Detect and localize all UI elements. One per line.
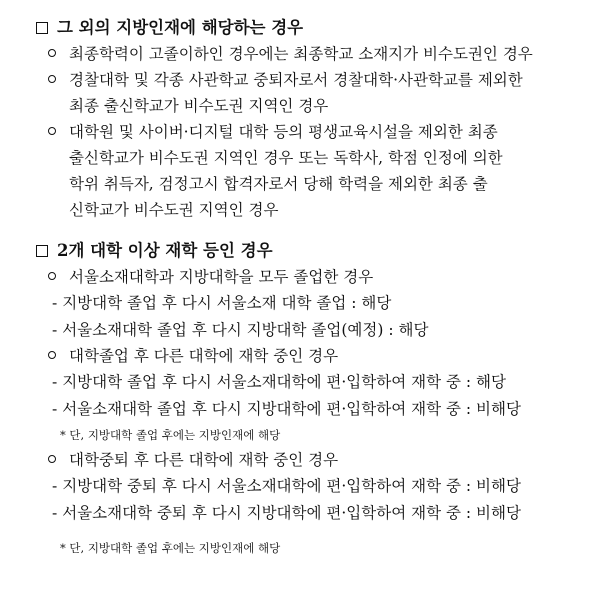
dash-marker: - (52, 294, 58, 312)
hollow-circle-bullet-icon (48, 351, 56, 359)
dash-marker: - (52, 400, 58, 418)
row-text: 지방대학 중퇴 후 다시 서울소재대학에 편·입학하여 재학 중 : 비해당 (62, 477, 521, 495)
row-text: 서울소재대학 졸업 후 다시 지방대학 졸업(예정) : 해당 (62, 321, 429, 339)
dash-marker: - (52, 373, 58, 391)
group-title-text: 서울소재대학과 지방대학을 모두 졸업한 경우 (69, 268, 374, 286)
section2-heading-text: 2개 대학 이상 재학 등인 경우 (57, 241, 273, 260)
group-2-title (48, 349, 338, 365)
section1-item-3-cont: 출신학교가 비수도권 지역인 경우 또는 독학사, 학점 인정에 의한 (69, 149, 503, 167)
group-title-text: 대학중퇴 후 다른 대학에 재학 중인 경우 (69, 451, 339, 469)
section2-heading (36, 243, 273, 260)
section1-item-3-cont: 학위 취득자, 검정고시 합격자로서 당해 학력을 제외한 최종 출 (69, 175, 488, 193)
section1-item-3-cont: 신학교가 비수도권 지역인 경우 (69, 201, 279, 219)
group-2-row (52, 402, 521, 418)
section1-item-2 (48, 73, 523, 89)
group-3-row (52, 506, 521, 522)
hollow-circle-bullet-icon (48, 127, 56, 135)
group-1-row (52, 296, 391, 312)
hollow-circle-bullet-icon (48, 455, 56, 463)
row-text: 서울소재대학 졸업 후 다시 지방대학에 편·입학하여 재학 중 : 비해당 (62, 400, 521, 418)
row-text: 지방대학 졸업 후 다시 서울소재대학에 편·입학하여 재학 중 : 해당 (62, 373, 506, 391)
dash-marker: - (52, 321, 58, 339)
dash-marker: - (52, 477, 58, 495)
section1-item-1 (48, 47, 533, 63)
section1-heading-text: 그 외의 지방인재에 해당하는 경우 (57, 18, 304, 37)
item-text: 최종학력이 고졸이하인 경우에는 최종학교 소재지가 비수도권인 경우 (69, 45, 533, 63)
group-2-note: * 단, 지방대학 졸업 후에는 지방인재에 해당 (60, 428, 281, 442)
checkbox-square-icon (36, 22, 48, 34)
group-3-row (52, 479, 521, 495)
section1-heading (36, 20, 303, 37)
group-1-title (48, 270, 373, 286)
hollow-circle-bullet-icon (48, 75, 56, 83)
hollow-circle-bullet-icon (48, 49, 56, 57)
group-title-text: 대학졸업 후 다른 대학에 재학 중인 경우 (69, 347, 339, 365)
group-3-note: * 단, 지방대학 졸업 후에는 지방인재에 해당 (60, 541, 281, 555)
section1-item-2-cont: 최종 출신학교가 비수도권 지역인 경우 (69, 97, 329, 115)
row-text: 지방대학 졸업 후 다시 서울소재 대학 졸업 : 해당 (62, 294, 392, 312)
checkbox-square-icon (36, 245, 48, 257)
section1-item-3 (48, 125, 498, 141)
item-text: 대학원 및 사이버·디지털 대학 등의 평생교육시설을 제외한 최종 (69, 123, 498, 141)
hollow-circle-bullet-icon (48, 272, 56, 280)
row-text: 서울소재대학 중퇴 후 다시 지방대학에 편·입학하여 재학 중 : 비해당 (62, 504, 521, 522)
group-3-title (48, 453, 338, 469)
item-text: 경찰대학 및 각종 사관학교 중퇴자로서 경찰대학·사관학교를 제외한 (69, 71, 523, 89)
dash-marker: - (52, 504, 58, 522)
group-2-row (52, 375, 506, 391)
group-1-row (52, 323, 428, 339)
